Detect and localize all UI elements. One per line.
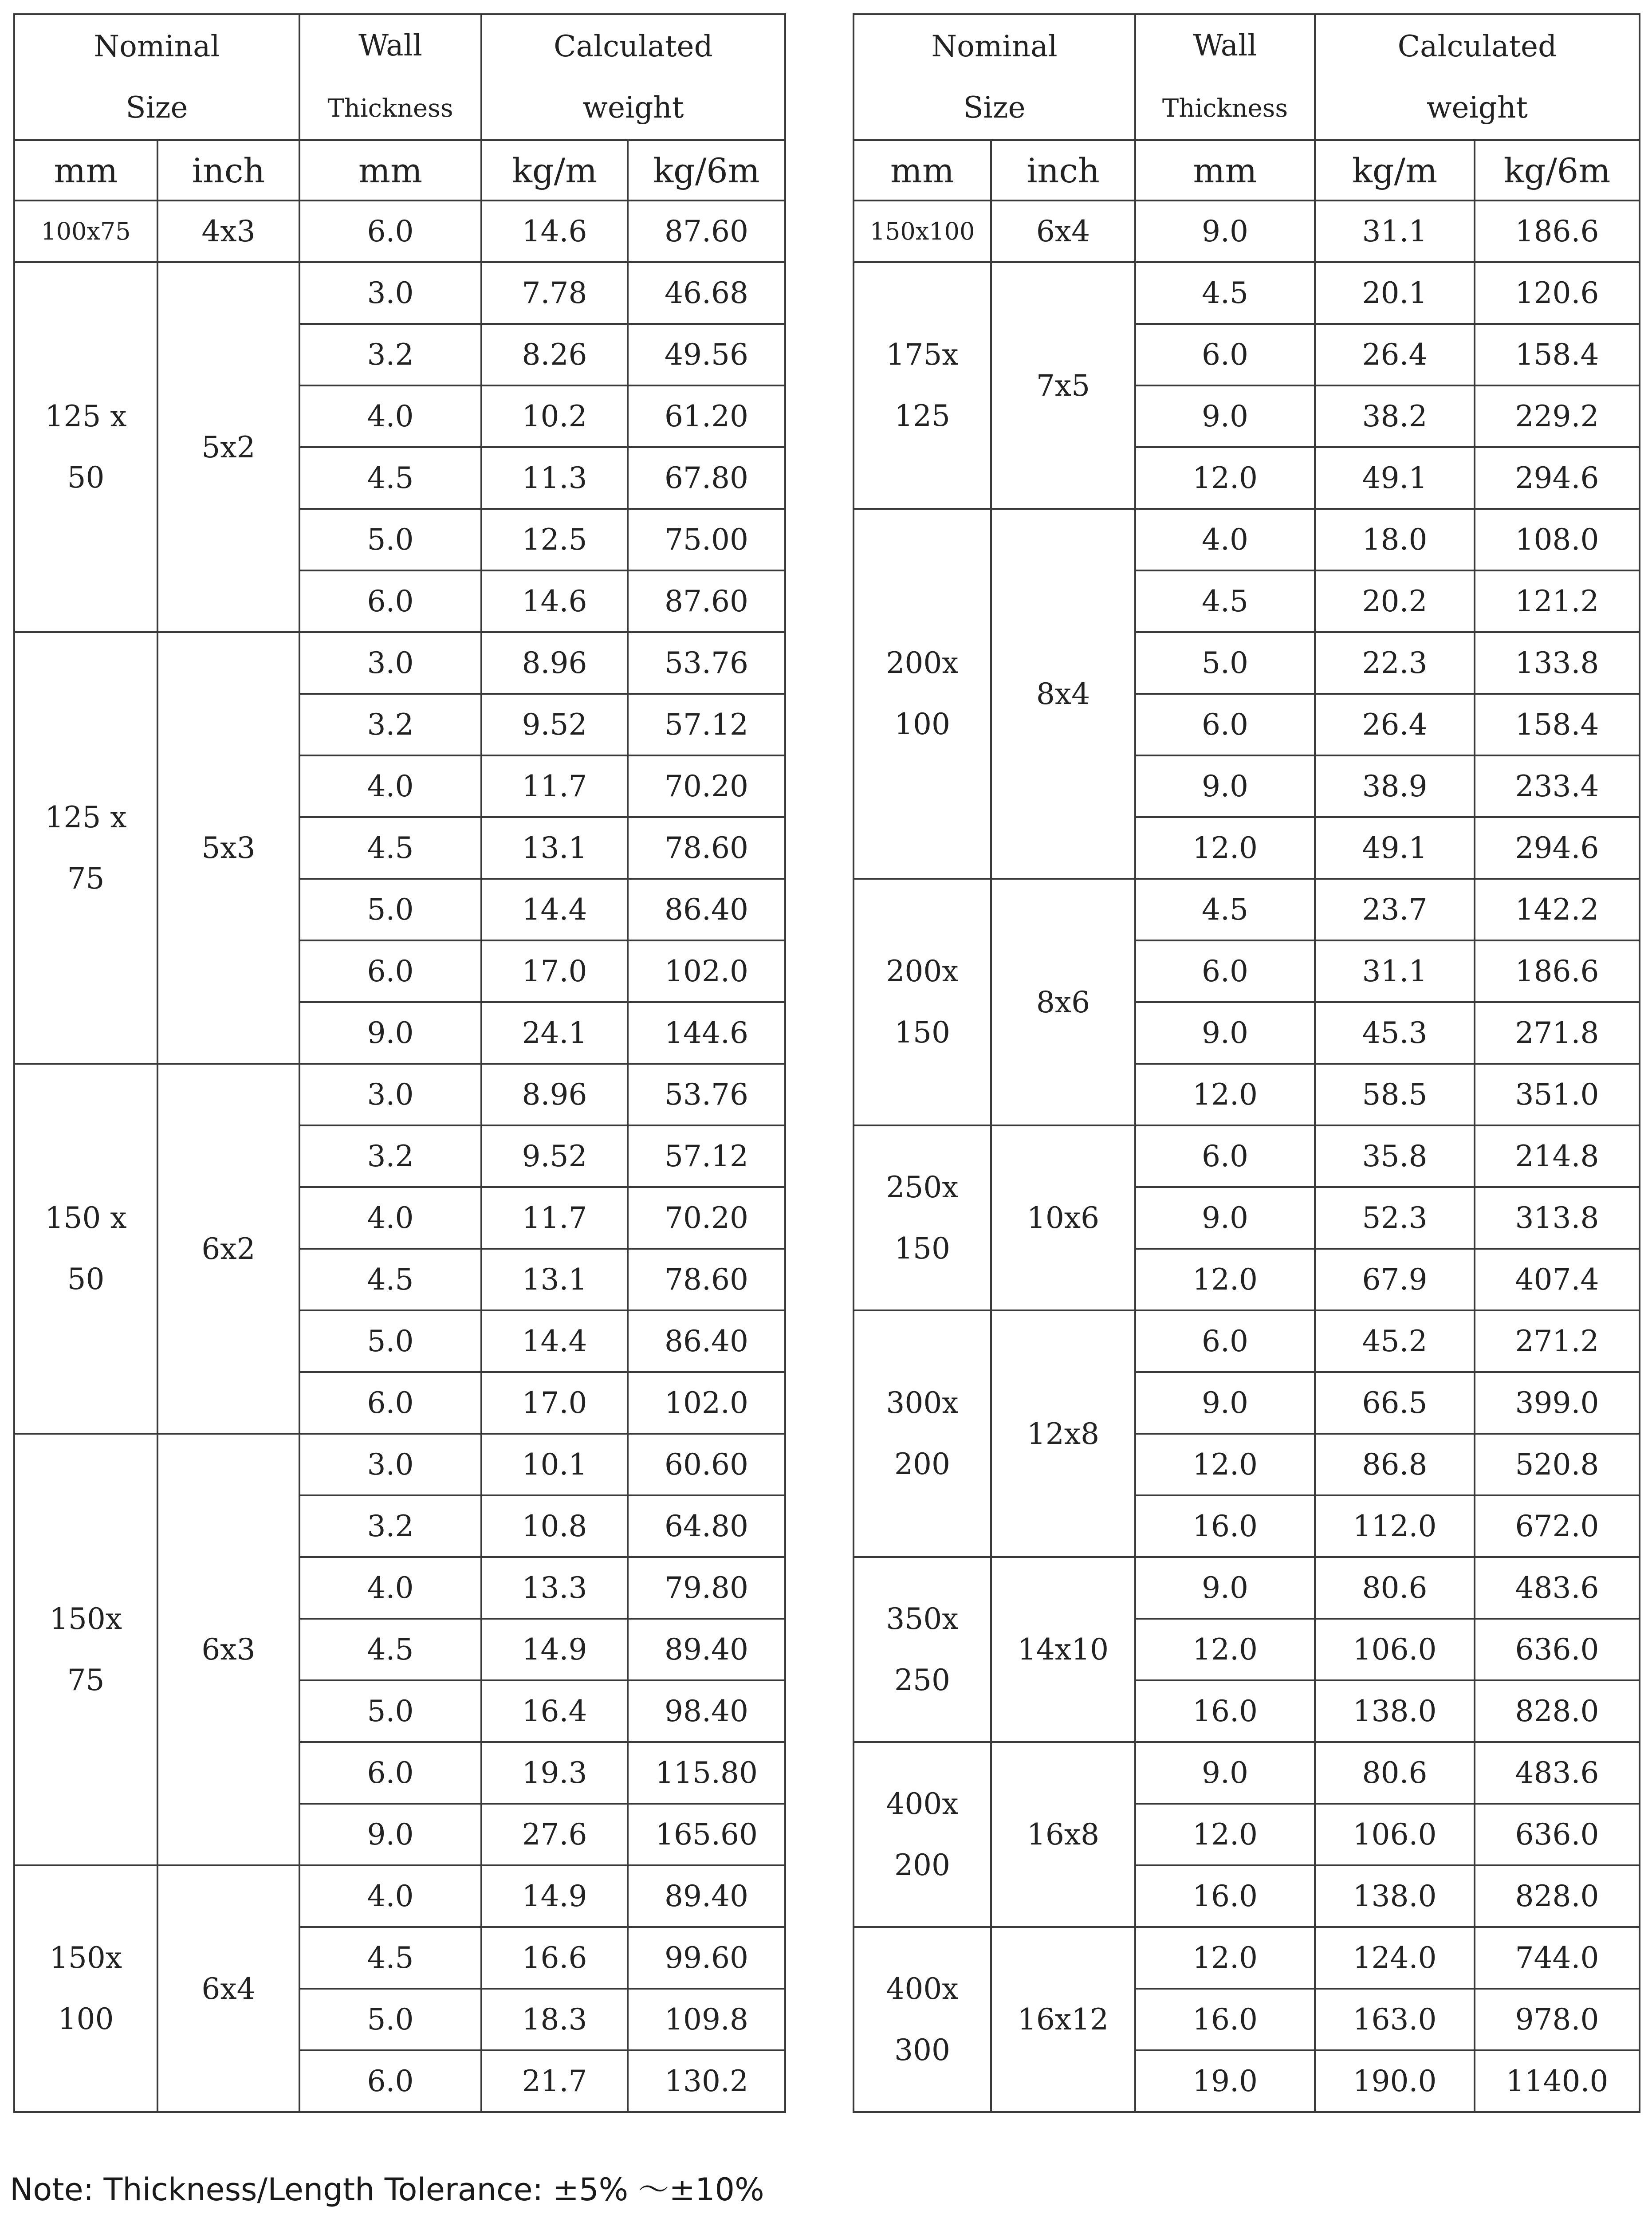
weight-kg-per-6m-cell: 49.56: [628, 324, 785, 385]
weight-kg-per-m-cell: 49.1: [1315, 817, 1475, 879]
weight-kg-per-6m-cell: 86.40: [628, 1310, 785, 1372]
weight-table-left: [13, 13, 786, 2113]
unit-header-inch: inch: [157, 140, 299, 201]
wall-thickness-cell: 6.0: [1135, 694, 1315, 755]
wall-thickness-cell: 16.0: [1135, 1680, 1315, 1742]
weight-kg-per-6m-cell: 60.60: [628, 1434, 785, 1495]
weight-kg-per-m-cell: 124.0: [1315, 1927, 1475, 1989]
weight-kg-per-m-cell: 26.4: [1315, 324, 1475, 385]
weight-kg-per-m-cell: 26.4: [1315, 694, 1475, 755]
wall-thickness-cell: 3.0: [299, 1434, 481, 1495]
weight-kg-per-m-cell: 49.1: [1315, 447, 1475, 509]
wall-thickness-cell: 9.0: [1135, 201, 1315, 262]
weight-kg-per-6m-cell: 294.6: [1475, 447, 1640, 509]
header-row-labels: [854, 14, 1640, 140]
unit-header-thickness-mm: mm: [1135, 140, 1315, 201]
nominal-size-mm-text: 400x: [886, 1786, 959, 1821]
weight-table-right: [853, 13, 1640, 2113]
weight-kg-per-6m-cell: 158.4: [1475, 694, 1640, 755]
tolerance-note: Note: Thickness/Length Tolerance: ±5% ～±10%: [10, 2171, 764, 2208]
nominal-size-mm-text: 75: [67, 861, 105, 896]
nominal-size-mm-text: 175x: [886, 338, 959, 372]
unit-header-kg-per-m: kg/m: [481, 140, 628, 201]
nominal-size-mm-text: 250x: [886, 1170, 959, 1204]
wall-thickness-cell: 3.2: [299, 1495, 481, 1557]
table-row: [854, 1557, 1640, 1619]
weight-kg-per-m-cell: 190.0: [1315, 2050, 1475, 2112]
calculated-weight-header: Calculated weight: [1315, 14, 1640, 140]
wall-thickness-cell: 4.0: [299, 1187, 481, 1249]
nominal-size-inch-cell: 6x3: [157, 1434, 299, 1865]
weight-kg-per-6m-cell: 744.0: [1475, 1927, 1640, 1989]
nominal-size-mm-cell: [854, 509, 991, 879]
nominal-size-mm-cell: [854, 201, 991, 262]
nominal-size-mm-text: 125: [894, 399, 950, 433]
wall-thickness-cell: 5.0: [299, 509, 481, 570]
wall-thickness-cell: 3.0: [299, 1064, 481, 1125]
nominal-size-inch-cell: 4x3: [157, 201, 299, 262]
wall-thickness-cell: 12.0: [1135, 1804, 1315, 1865]
nominal-size-mm-cell: [854, 1310, 991, 1557]
nominal-size-mm-text: 125 x: [45, 800, 127, 834]
nominal-size-inch-cell: 10x6: [991, 1125, 1135, 1310]
wall-thickness-cell: 9.0: [1135, 1372, 1315, 1434]
nominal-size-inch-cell: 5x2: [157, 262, 299, 632]
wall-thickness-cell: 4.0: [299, 1865, 481, 1927]
weight-kg-per-6m-cell: 57.12: [628, 694, 785, 755]
wall-thickness-cell: 4.0: [299, 1557, 481, 1619]
nominal-size-mm-cell: [854, 879, 991, 1125]
weight-kg-per-6m-cell: 89.40: [628, 1619, 785, 1680]
weight-kg-per-m-cell: 24.1: [481, 1002, 628, 1064]
weight-kg-per-m-cell: 14.6: [481, 201, 628, 262]
nominal-size-mm-cell: [854, 1557, 991, 1742]
weight-kg-per-m-cell: 20.2: [1315, 570, 1475, 632]
table-row: [14, 1865, 785, 1927]
weight-kg-per-6m-cell: 115.80: [628, 1742, 785, 1804]
weight-kg-per-6m-cell: 109.8: [628, 1989, 785, 2050]
weight-kg-per-6m-cell: 102.0: [628, 940, 785, 1002]
table-row: [14, 1434, 785, 1495]
weight-kg-per-m-cell: 11.7: [481, 1187, 628, 1249]
wall-thickness-cell: 16.0: [1135, 1495, 1315, 1557]
weight-kg-per-6m-cell: 133.8: [1475, 632, 1640, 694]
weight-kg-per-m-cell: 9.52: [481, 1125, 628, 1187]
wall-thickness-cell: 4.0: [299, 385, 481, 447]
nominal-size-mm-text: 150: [894, 1231, 950, 1266]
weight-kg-per-6m-cell: 67.80: [628, 447, 785, 509]
weight-kg-per-m-cell: 45.3: [1315, 1002, 1475, 1064]
weight-kg-per-m-cell: 58.5: [1315, 1064, 1475, 1125]
weight-kg-per-6m-cell: 89.40: [628, 1865, 785, 1927]
wall-thickness-cell: 19.0: [1135, 2050, 1315, 2112]
weight-kg-per-6m-cell: 271.2: [1475, 1310, 1640, 1372]
weight-kg-per-6m-cell: 70.20: [628, 755, 785, 817]
header-row-labels: [14, 14, 785, 140]
nominal-size-mm-text: 400x: [886, 1971, 959, 2006]
weight-kg-per-m-cell: 14.4: [481, 879, 628, 940]
weight-kg-per-6m-cell: 271.8: [1475, 1002, 1640, 1064]
weight-kg-per-6m-cell: 99.60: [628, 1927, 785, 1989]
wall-thickness-header: Wall Thickness: [299, 14, 481, 140]
weight-kg-per-6m-cell: 102.0: [628, 1372, 785, 1434]
weight-kg-per-m-cell: 14.9: [481, 1619, 628, 1680]
weight-kg-per-6m-cell: 483.6: [1475, 1557, 1640, 1619]
table-row: [14, 632, 785, 694]
wall-thickness-cell: 9.0: [299, 1002, 481, 1064]
nominal-size-mm-text: 150 x: [45, 1201, 127, 1235]
weight-kg-per-m-cell: 18.0: [1315, 509, 1475, 570]
nominal-size-header: Nominal Size: [854, 14, 1135, 140]
weight-kg-per-6m-cell: 120.6: [1475, 262, 1640, 324]
calculated-weight-header: Calculated weight: [481, 14, 785, 140]
nominal-size-mm-cell: [854, 1927, 991, 2112]
weight-kg-per-6m-cell: 87.60: [628, 570, 785, 632]
table-row: [854, 1310, 1640, 1372]
nominal-size-mm-text: 350x: [886, 1601, 959, 1636]
wall-thickness-cell: 12.0: [1135, 1434, 1315, 1495]
wall-thickness-cell: 12.0: [1135, 447, 1315, 509]
wall-thickness-cell: 9.0: [1135, 385, 1315, 447]
weight-kg-per-m-cell: 9.52: [481, 694, 628, 755]
weight-kg-per-m-cell: 8.26: [481, 324, 628, 385]
wall-thickness-cell: 5.0: [299, 1680, 481, 1742]
weight-kg-per-6m-cell: 98.40: [628, 1680, 785, 1742]
nominal-size-header: Nominal Size: [14, 14, 299, 140]
weight-kg-per-m-cell: 20.1: [1315, 262, 1475, 324]
nominal-size-mm-cell: [14, 201, 157, 262]
weight-kg-per-6m-cell: 158.4: [1475, 324, 1640, 385]
nominal-size-mm-text: 75: [67, 1663, 105, 1697]
weight-kg-per-m-cell: 31.1: [1315, 201, 1475, 262]
wall-thickness-cell: 12.0: [1135, 817, 1315, 879]
wall-thickness-cell: 6.0: [1135, 324, 1315, 385]
weight-kg-per-m-cell: 13.3: [481, 1557, 628, 1619]
nominal-size-mm-text: 200: [894, 1447, 950, 1481]
weight-kg-per-m-cell: 8.96: [481, 1064, 628, 1125]
weight-kg-per-6m-cell: 57.12: [628, 1125, 785, 1187]
wall-thickness-cell: 4.5: [299, 1619, 481, 1680]
nominal-size-inch-cell: 8x6: [991, 879, 1135, 1125]
nominal-size-mm-text: 50: [67, 1262, 105, 1296]
weight-kg-per-m-cell: 80.6: [1315, 1557, 1475, 1619]
table-row: [854, 879, 1640, 940]
wall-thickness-cell: 3.0: [299, 632, 481, 694]
nominal-size-mm-cell: [14, 1865, 157, 2112]
weight-kg-per-6m-cell: 53.76: [628, 1064, 785, 1125]
weight-kg-per-6m-cell: 53.76: [628, 632, 785, 694]
wall-thickness-cell: 4.0: [299, 755, 481, 817]
weight-kg-per-6m-cell: 144.6: [628, 1002, 785, 1064]
unit-header-kg-per-6m: kg/6m: [628, 140, 785, 201]
weight-kg-per-m-cell: 17.0: [481, 940, 628, 1002]
weight-kg-per-6m-cell: 294.6: [1475, 817, 1640, 879]
weight-kg-per-m-cell: 14.4: [481, 1310, 628, 1372]
weight-kg-per-6m-cell: 142.2: [1475, 879, 1640, 940]
weight-kg-per-m-cell: 10.8: [481, 1495, 628, 1557]
weight-kg-per-6m-cell: 186.6: [1475, 201, 1640, 262]
weight-kg-per-m-cell: 45.2: [1315, 1310, 1475, 1372]
wall-thickness-cell: 5.0: [299, 1310, 481, 1372]
wall-thickness-header: Wall Thickness: [1135, 14, 1315, 140]
table-row: [14, 262, 785, 324]
nominal-size-mm-cell: [14, 632, 157, 1064]
wall-thickness-cell: 5.0: [1135, 632, 1315, 694]
table-row: [854, 1125, 1640, 1187]
nominal-size-mm-cell: [854, 1125, 991, 1310]
weight-kg-per-m-cell: 138.0: [1315, 1865, 1475, 1927]
weight-kg-per-m-cell: 18.3: [481, 1989, 628, 2050]
weight-kg-per-6m-cell: 75.00: [628, 509, 785, 570]
nominal-size-inch-cell: 6x4: [991, 201, 1135, 262]
wall-thickness-cell: 9.0: [1135, 1187, 1315, 1249]
wall-thickness-cell: 6.0: [299, 1372, 481, 1434]
weight-kg-per-m-cell: 12.5: [481, 509, 628, 570]
weight-kg-per-m-cell: 80.6: [1315, 1742, 1475, 1804]
nominal-size-mm-text: 200x: [886, 646, 959, 680]
nominal-size-mm-cell: [14, 1064, 157, 1434]
weight-kg-per-m-cell: 10.1: [481, 1434, 628, 1495]
table-row: [854, 509, 1640, 570]
nominal-size-mm-cell: [14, 1434, 157, 1865]
nominal-size-mm-text: 100x75: [41, 217, 131, 245]
nominal-size-mm-text: 150x100: [869, 217, 975, 245]
weight-kg-per-6m-cell: 46.68: [628, 262, 785, 324]
wall-thickness-cell: 6.0: [1135, 1125, 1315, 1187]
nominal-size-mm-cell: [854, 262, 991, 509]
nominal-size-mm-text: 300x: [886, 1386, 959, 1420]
nominal-size-inch-cell: 12x8: [991, 1310, 1135, 1557]
weight-kg-per-6m-cell: 78.60: [628, 1249, 785, 1310]
table-row: [854, 1927, 1640, 1989]
nominal-size-mm-text: 150x: [49, 1941, 122, 1975]
weight-kg-per-m-cell: 27.6: [481, 1804, 628, 1865]
wall-thickness-cell: 6.0: [299, 2050, 481, 2112]
wall-thickness-cell: 4.5: [1135, 879, 1315, 940]
weight-kg-per-6m-cell: 520.8: [1475, 1434, 1640, 1495]
nominal-size-inch-cell: 7x5: [991, 262, 1135, 509]
weight-kg-per-6m-cell: 636.0: [1475, 1619, 1640, 1680]
wall-thickness-cell: 4.0: [1135, 509, 1315, 570]
weight-kg-per-m-cell: 7.78: [481, 262, 628, 324]
weight-kg-per-m-cell: 22.3: [1315, 632, 1475, 694]
weight-kg-per-m-cell: 11.7: [481, 755, 628, 817]
wall-thickness-cell: 16.0: [1135, 1989, 1315, 2050]
weight-kg-per-6m-cell: 108.0: [1475, 509, 1640, 570]
weight-kg-per-m-cell: 52.3: [1315, 1187, 1475, 1249]
weight-kg-per-6m-cell: 636.0: [1475, 1804, 1640, 1865]
nominal-size-inch-cell: 16x8: [991, 1742, 1135, 1927]
wall-thickness-cell: 9.0: [299, 1804, 481, 1865]
wall-thickness-cell: 4.5: [299, 1927, 481, 1989]
weight-kg-per-m-cell: 11.3: [481, 447, 628, 509]
weight-kg-per-6m-cell: 828.0: [1475, 1680, 1640, 1742]
weight-kg-per-m-cell: 66.5: [1315, 1372, 1475, 1434]
wall-thickness-cell: 12.0: [1135, 1249, 1315, 1310]
wall-thickness-cell: 4.5: [1135, 570, 1315, 632]
weight-kg-per-m-cell: 14.6: [481, 570, 628, 632]
wall-thickness-cell: 3.2: [299, 324, 481, 385]
weight-kg-per-m-cell: 23.7: [1315, 879, 1475, 940]
weight-kg-per-6m-cell: 229.2: [1475, 385, 1640, 447]
table-row: [854, 201, 1640, 262]
weight-kg-per-6m-cell: 233.4: [1475, 755, 1640, 817]
weight-kg-per-6m-cell: 1140.0: [1475, 2050, 1640, 2112]
nominal-size-inch-cell: 14x10: [991, 1557, 1135, 1742]
wall-thickness-cell: 6.0: [1135, 1310, 1315, 1372]
nominal-size-inch-cell: 16x12: [991, 1927, 1135, 2112]
nominal-size-inch-cell: 6x2: [157, 1064, 299, 1434]
wall-thickness-cell: 4.5: [1135, 262, 1315, 324]
wall-thickness-cell: 3.0: [299, 262, 481, 324]
unit-header-mm: mm: [14, 140, 157, 201]
weight-kg-per-m-cell: 14.9: [481, 1865, 628, 1927]
wall-thickness-cell: 6.0: [299, 940, 481, 1002]
nominal-size-mm-text: 125 x: [45, 399, 127, 433]
weight-kg-per-m-cell: 38.9: [1315, 755, 1475, 817]
weight-kg-per-m-cell: 106.0: [1315, 1619, 1475, 1680]
weight-kg-per-6m-cell: 672.0: [1475, 1495, 1640, 1557]
table-row: [854, 262, 1640, 324]
weight-kg-per-m-cell: 8.96: [481, 632, 628, 694]
weight-kg-per-6m-cell: 64.80: [628, 1495, 785, 1557]
wall-thickness-cell: 12.0: [1135, 1619, 1315, 1680]
unit-header-kg-per-6m: kg/6m: [1475, 140, 1640, 201]
weight-kg-per-6m-cell: 214.8: [1475, 1125, 1640, 1187]
nominal-size-mm-cell: [854, 1742, 991, 1927]
weight-kg-per-6m-cell: 130.2: [628, 2050, 785, 2112]
weight-kg-per-6m-cell: 86.40: [628, 879, 785, 940]
wall-thickness-cell: 6.0: [299, 201, 481, 262]
wall-thickness-cell: 9.0: [1135, 1557, 1315, 1619]
nominal-size-inch-cell: 6x4: [157, 1865, 299, 2112]
weight-kg-per-6m-cell: 61.20: [628, 385, 785, 447]
weight-kg-per-6m-cell: 165.60: [628, 1804, 785, 1865]
weight-kg-per-6m-cell: 70.20: [628, 1187, 785, 1249]
unit-header-mm: mm: [854, 140, 991, 201]
weight-kg-per-m-cell: 10.2: [481, 385, 628, 447]
weight-kg-per-6m-cell: 78.60: [628, 817, 785, 879]
nominal-size-mm-text: 100: [894, 707, 950, 741]
weight-kg-per-m-cell: 86.8: [1315, 1434, 1475, 1495]
weight-kg-per-6m-cell: 79.80: [628, 1557, 785, 1619]
nominal-size-mm-text: 150: [894, 1015, 950, 1050]
weight-kg-per-m-cell: 67.9: [1315, 1249, 1475, 1310]
wall-thickness-cell: 5.0: [299, 1989, 481, 2050]
nominal-size-mm-text: 300: [894, 2033, 950, 2067]
weight-kg-per-m-cell: 16.6: [481, 1927, 628, 1989]
weight-kg-per-6m-cell: 828.0: [1475, 1865, 1640, 1927]
wall-thickness-cell: 9.0: [1135, 1002, 1315, 1064]
weight-kg-per-m-cell: 31.1: [1315, 940, 1475, 1002]
weight-kg-per-m-cell: 138.0: [1315, 1680, 1475, 1742]
wall-thickness-cell: 9.0: [1135, 755, 1315, 817]
wall-thickness-cell: 12.0: [1135, 1064, 1315, 1125]
weight-kg-per-m-cell: 38.2: [1315, 385, 1475, 447]
nominal-size-inch-cell: 5x3: [157, 632, 299, 1064]
nominal-size-mm-cell: [14, 262, 157, 632]
wall-thickness-cell: 5.0: [299, 879, 481, 940]
wall-thickness-cell: 4.5: [299, 817, 481, 879]
unit-header-kg-per-m: kg/m: [1315, 140, 1475, 201]
nominal-size-mm-text: 150x: [49, 1601, 122, 1636]
wall-thickness-cell: 3.2: [299, 694, 481, 755]
weight-kg-per-6m-cell: 87.60: [628, 201, 785, 262]
weight-kg-per-6m-cell: 121.2: [1475, 570, 1640, 632]
wall-thickness-cell: 12.0: [1135, 1927, 1315, 1989]
table-row: [854, 1742, 1640, 1804]
header-row-units: [14, 140, 785, 201]
nominal-size-mm-text: 50: [67, 460, 105, 495]
weight-kg-per-m-cell: 13.1: [481, 1249, 628, 1310]
wall-thickness-cell: 16.0: [1135, 1865, 1315, 1927]
weight-kg-per-m-cell: 19.3: [481, 1742, 628, 1804]
weight-kg-per-m-cell: 112.0: [1315, 1495, 1475, 1557]
wall-thickness-cell: 3.2: [299, 1125, 481, 1187]
weight-kg-per-6m-cell: 407.4: [1475, 1249, 1640, 1310]
wall-thickness-cell: 4.5: [299, 447, 481, 509]
nominal-size-mm-text: 100: [58, 2002, 114, 2036]
nominal-size-mm-text: 250: [894, 1663, 950, 1697]
weight-kg-per-m-cell: 106.0: [1315, 1804, 1475, 1865]
weight-kg-per-6m-cell: 313.8: [1475, 1187, 1640, 1249]
table-row: [14, 1064, 785, 1125]
nominal-size-inch-cell: 8x4: [991, 509, 1135, 879]
wall-thickness-cell: 6.0: [1135, 940, 1315, 1002]
weight-kg-per-6m-cell: 978.0: [1475, 1989, 1640, 2050]
unit-header-thickness-mm: mm: [299, 140, 481, 201]
wall-thickness-cell: 9.0: [1135, 1742, 1315, 1804]
table-row: [14, 201, 785, 262]
weight-kg-per-m-cell: 17.0: [481, 1372, 628, 1434]
weight-kg-per-6m-cell: 351.0: [1475, 1064, 1640, 1125]
weight-kg-per-6m-cell: 483.6: [1475, 1742, 1640, 1804]
weight-kg-per-m-cell: 13.1: [481, 817, 628, 879]
weight-kg-per-m-cell: 21.7: [481, 2050, 628, 2112]
weight-kg-per-6m-cell: 399.0: [1475, 1372, 1640, 1434]
table-body-left: [14, 201, 785, 2112]
nominal-size-mm-text: 200: [894, 1848, 950, 1882]
weight-kg-per-6m-cell: 186.6: [1475, 940, 1640, 1002]
wall-thickness-cell: 4.5: [299, 1249, 481, 1310]
wall-thickness-cell: 6.0: [299, 570, 481, 632]
nominal-size-mm-text: 200x: [886, 954, 959, 988]
weight-kg-per-m-cell: 163.0: [1315, 1989, 1475, 2050]
unit-header-inch: inch: [991, 140, 1135, 201]
header-row-units: [854, 140, 1640, 201]
weight-kg-per-m-cell: 35.8: [1315, 1125, 1475, 1187]
wall-thickness-cell: 6.0: [299, 1742, 481, 1804]
weight-kg-per-m-cell: 16.4: [481, 1680, 628, 1742]
table-body-right: [854, 201, 1640, 2112]
